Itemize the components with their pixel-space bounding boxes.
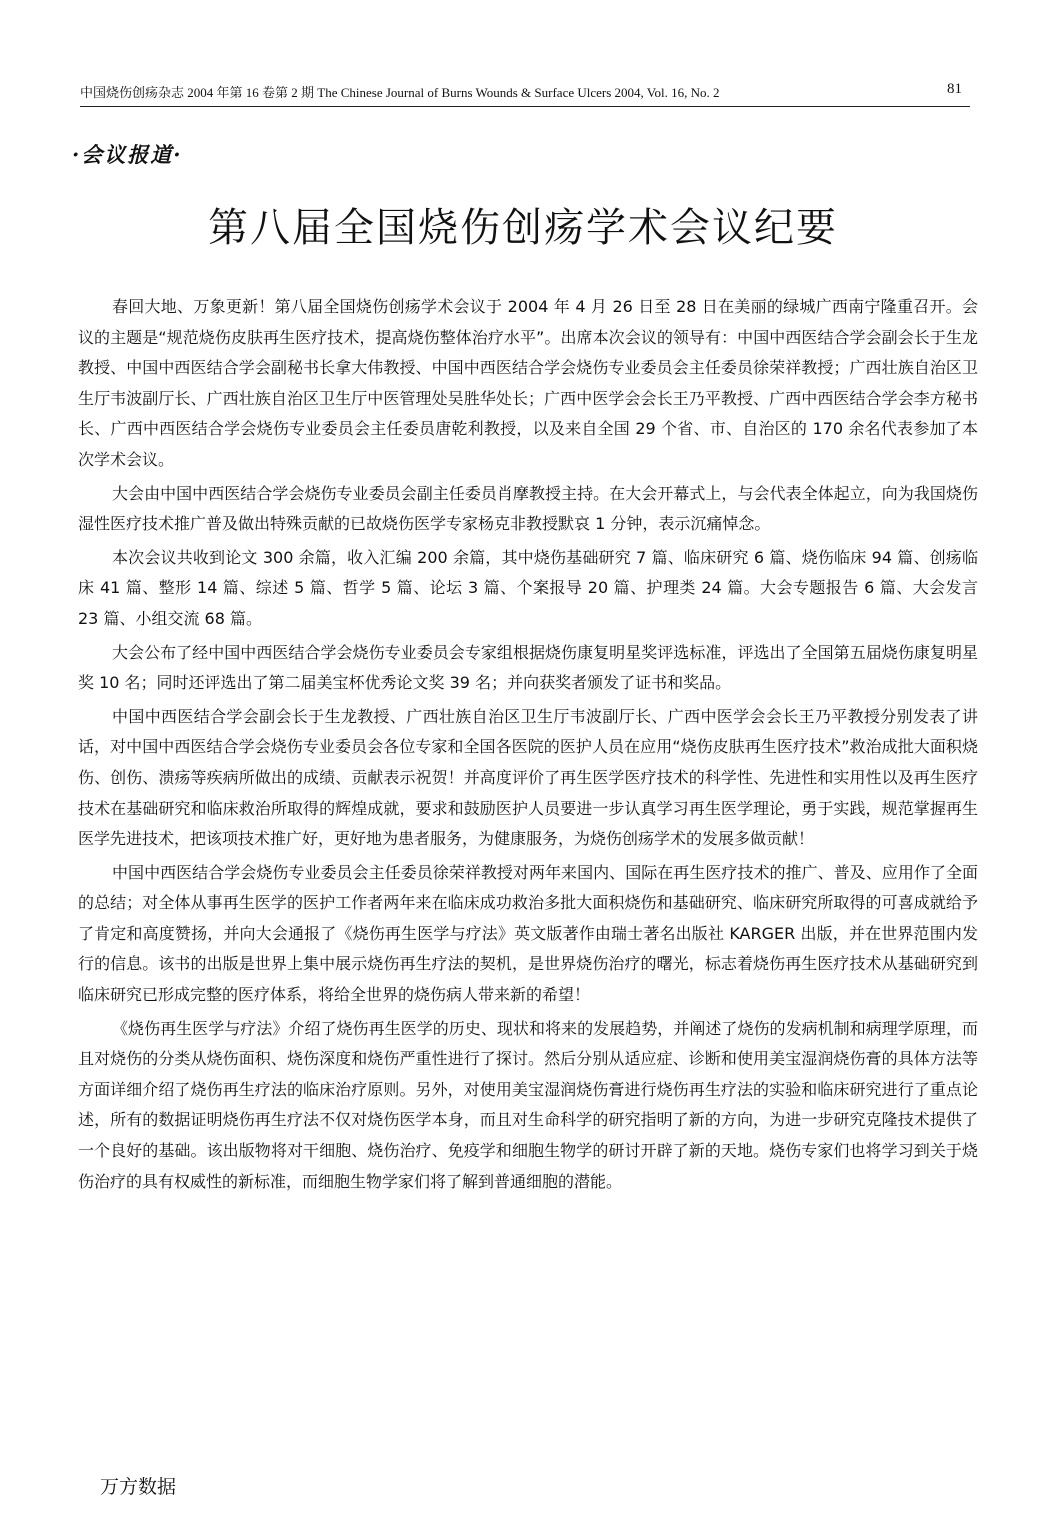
journal-info: 中国烧伤创疡杂志 2004 年第 16 卷第 2 期 The Chinese Journal of Burns Wounds & Surface Ulcers 2004, Vol. 16, No. 2: [80, 85, 720, 100]
paragraph-7: 《烧伤再生医学与疗法》介绍了烧伤再生医学的历史、现状和将来的发展趋势，并阐述了烧伤的发病机制和病理学原理，而且对烧伤的分类从烧伤面积、烧伤深度和烧伤严重性进行了探讨。然后分别从适应症、诊断和使用美宝湿润烧伤膏的具体方法等方面详细介绍了烧伤再生疗法的临床治疗原则。另外，对使用美宝湿润烧伤膏进行烧伤再生疗法的实验和临床研究进行了重点论述，所有的数据证明烧伤再生疗法不仅对烧伤医学本身，而且对生命科学的研究指明了新的方向，为进一步研究克隆技术提供了一个良好的基础。该出版物将对干细胞、烧伤治疗、免疫学和细胞生物学的研讨开辟了新的天地。烧伤专家们也将学习到关于烧伤治疗的具有权威性的新标准，而细胞生物学家们将了解到普通细胞的潜能。: [78, 1018, 978, 1191]
paragraph-5: 中国中西医结合学会副会长于生龙教授、广西壮族自治区卫生厅韦波副厅长、广西中医学会会长王乃平教授分别发表了讲话，对中国中西医结合学会烧伤专业委员会各位专家和全国各医院的医护人员在应用“烧伤皮肤再生医疗技术”救治成批大面积烧伤、创伤、溃疡等疾病所做出的成绩、贡献表示祝贺！并高度评价了再生医学医疗技术的科学性、先进性和实用性以及再生医疗技术在基础研究和临床救治所取得的辉煌成就，要求和鼓励医护人员要进一步认真学习再生医学理论，勇于实践，规范掌握再生医学先进技术，把该项技术推广好，更好地为患者服务，为健康服务，为烧伤创疡学术的发展多做贡献！: [78, 706, 978, 849]
paragraph-4: 大会公布了经中国中西医结合学会烧伤专业委员会专家组根据烧伤康复明星奖评选标准，评选出了全国第五届烧伤康复明星奖 10 名；同时还评选出了第二届美宝杯优秀论文奖 39 名；并向获奖者颁发了证书和奖品。: [78, 642, 978, 693]
section-label: ·会议报道·: [72, 142, 183, 167]
article-body: [78, 292, 978, 1432]
running-header: [80, 81, 970, 107]
paragraph-2: 大会由中国中西医结合学会烧伤专业委员会副主任委员肖摩教授主持。在大会开幕式上，与会代表全体起立，向为我国烧伤湿性医疗技术推广普及做出特殊贡献的已故烧伤医学专家杨克非教授默哀 1 分钟，表示沉痛悼念。: [78, 483, 978, 534]
page-number: 81: [947, 81, 962, 97]
paragraph-1: 春回大地、万象更新！第八届全国烧伤创疡学术会议于 2004 年 4 月 26 日至 28 日在美丽的绿城广西南宁隆重召开。会议的主题是“规范烧伤皮肤再生医疗技术，提高烧伤整体治疗水平”。出席本次会议的领导有：中国中西医结合学会副会长于生龙教授、中国中西医结合学会副秘书长拿大伟教授、中国中西医结合学会烧伤专业委员会主任委员徐荣祥教授；广西壮族自治区卫生厅韦波副厅长、广西壮族自治区卫生厅中医管理处吴胜华处长；广西中医学会会长王乃平教授、广西中西医结合学会李方秘书长、广西中西医结合学会烧伤专业委员会主任委员唐乾利教授，以及来自全国 29 个省、市、自治区的 170 余名代表参加了本次学术会议。: [78, 297, 978, 469]
paragraph-3: 本次会议共收到论文 300 余篇，收入汇编 200 余篇，其中烧伤基础研究 7 篇、临床研究 6 篇、烧伤临床 94 篇、创疡临床 41 篇、整形 14 篇、综述 5 篇、哲学 5 篇、论坛 3 篇、个案报导 20 篇、护理类 24 篇。大会专题报告 6 篇、大会发言 23 篇、小组交流 68 篇。: [78, 547, 978, 628]
article-title: 第八届全国烧伤创疡学术会议纪要: [208, 205, 838, 251]
paragraph-6: 中国中西医结合学会烧伤专业委员会主任委员徐荣祥教授对两年来国内、国际在再生医疗技术的推广、普及、应用作了全面的总结；对全体从事再生医学的医护工作者两年来在临床成功救治多批大面积烧伤和基础研究、临床研究所取得的可喜成就给予了肯定和高度赞扬，并向大会通报了《烧伤再生医学与疗法》英文版著作由瑞士著名出版社 KARGER 出版，并在世界范围内发行的信息。该书的出版是世界上集中展示烧伤再生疗法的契机，是世界烧伤治疗的曙光，标志着烧伤再生医疗技术从基础研究到临床研究已形成完整的医疗体系，将给全世界的烧伤病人带来新的希望！: [78, 862, 978, 1005]
wanfang-watermark: 万方数据: [100, 1476, 177, 1498]
